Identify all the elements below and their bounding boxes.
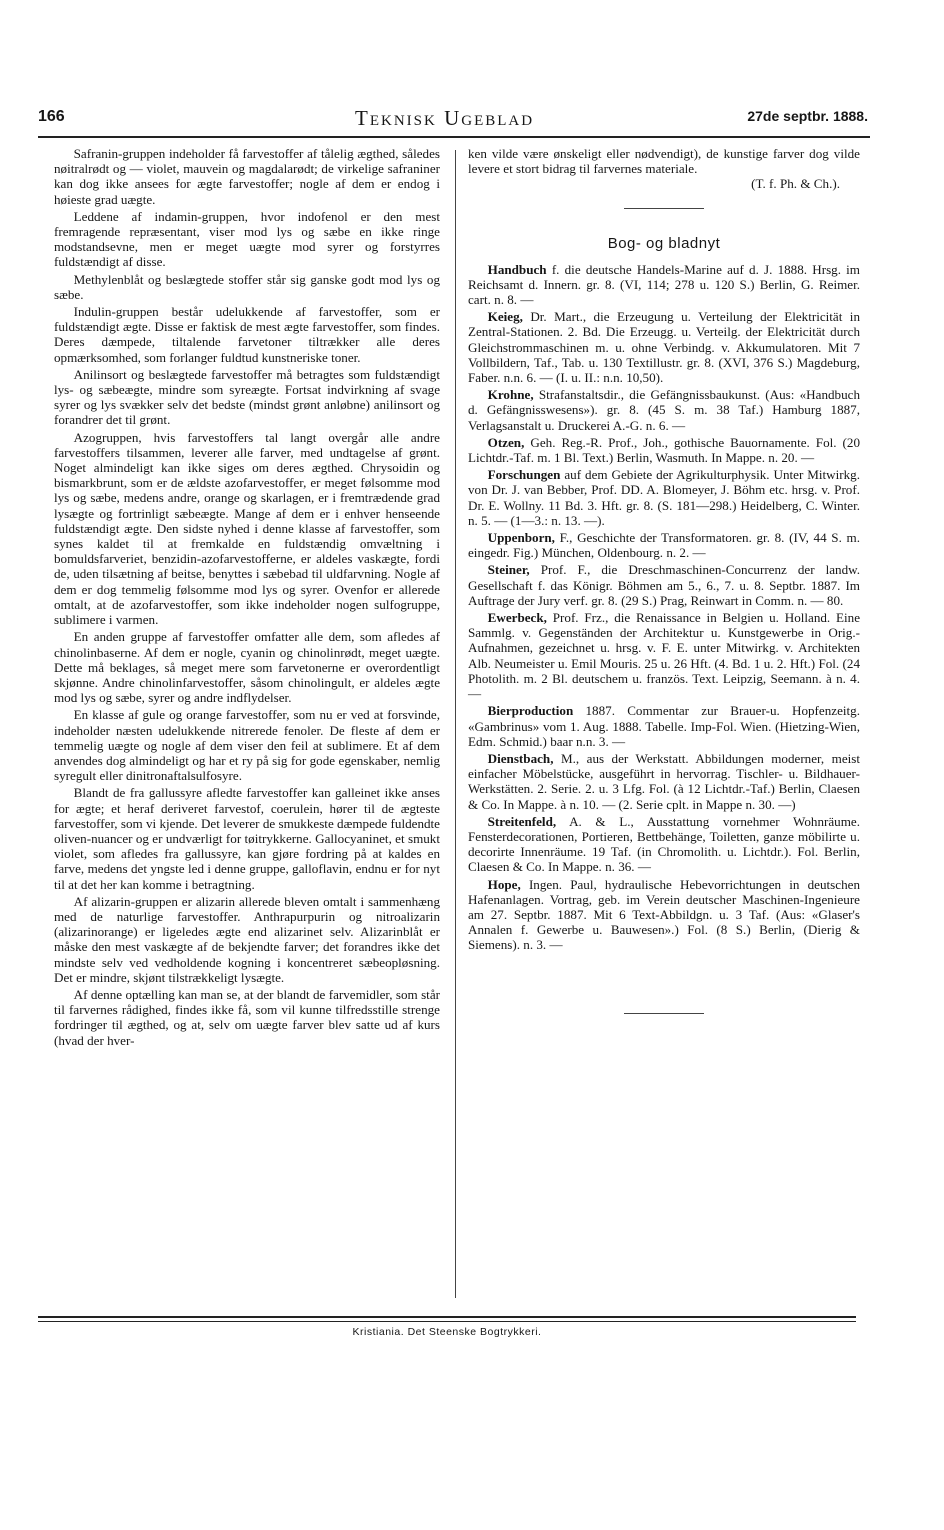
- article-paragraph: En anden gruppe af farvestoffer omfatter alle dem, som afledes af chinolinbaserne. Af dem er nogle, cyanin og chinolinrødt, meget uægte. Dette må beklages, så meget mere som farvetonerne er overordentligt skjønne. Andre chinolinfarvestoffer, såsom chinolingult, er aldeles ægte mod lys og sæbe, syrer og andre indflydelser.: [54, 629, 440, 706]
- book-entry: [468, 703, 860, 749]
- entry-name: Hope,: [487, 876, 521, 892]
- publication-title: Teknisk Ugeblad: [355, 106, 535, 130]
- entry-name: Forschungen: [487, 467, 561, 483]
- article-paragraph: Af denne optælling kan man se, at der blandt de farvemidler, som står til farvernes rådighed, findes ikke få, som vil kunne tilfredsstille strenge fordringer til ægthed, og at, selv om uægte farver blev satte ud af kurs (hvad der hver-: [54, 986, 440, 1048]
- printer-imprint: Kristiania. Det Steenske Bogtrykkeri.: [352, 1326, 542, 1338]
- entry-text: Strafanstaltsdir., die Gefängnissbaukunst. (Aus: «Handbuch d. Gefängnisswesens»). gr. 8. (45 S. m. 38 Taf.) Hamburg 1887, Verlagsanstalt u. Druckerei A.-G. n. 6. —: [468, 387, 860, 433]
- book-entry: [468, 467, 860, 528]
- entry-text: 1887. Commentar zur Brauer-u. Hopfenzeitg. «Gambrinus» vom 1. Aug. 1888. Tabelle. Imp-Fol. Wien. (Hietzing-Wien, Edm. Schmid.) baar n.n. 3. —: [468, 703, 860, 749]
- book-entry: [468, 814, 860, 875]
- entry-text: Ingen. Paul, hydraulische Hebevorrichtungen in deutschen Hafenanlagen. Vortrag, geb. im Verein deutscher Maschinen-Ingenieure am 27. Septbr. 1887. Mit 6 Text-Abbildgn. u. 3 Taf. (Aus: «Glaser's Annalen f. Gewerbe u. Bauwesen».) Fol. (8 S.) Berlin, (Dierig & Siemens). n. 3. —: [468, 876, 860, 953]
- article-paragraph: Anilinsort og beslægtede farvestoffer må betragtes som fuldstændigt lys- og sæbeægte, mindre som syreægte. Fortsat indvirkning af svage syrer og lys svækker selv det bedste (mindst grønt anløbne) anilinsort og forandrer det til grønt.: [54, 366, 440, 428]
- section-title: Bog- og bladnyt: [607, 234, 721, 252]
- article-paragraph: Safranin-gruppen indeholder få farvestoffer af tålelig ægthed, således nøitralrødt og — violet, mauvein og magdalarødt; de virkelige safraniner kan dog ikke ansees for ægte farvestoffer; nogle af dem er endog i høieste grad uægte.: [54, 146, 440, 207]
- footer-rule: [38, 1316, 856, 1318]
- book-entry: [468, 387, 860, 433]
- entry-name: Uppenborn,: [487, 530, 555, 546]
- book-entry: [468, 562, 860, 608]
- article-paragraph: Azogruppen, hvis farvestoffers tal langt overgår alle andre farvestoffers tilsammen, leverer alle farver, med undtagelse af grønt. Noget almindeligt kan ikke siges om deres ægthed. Chrysoidin og bismarkbrunt, som er de ældste azofarvestoffer, er meget følsomme mod lys og sæbe, medens andre, orange og skarlagen, er i fremtrædende grad lysægte og fortrinligt sæbeægte. Mange af dem er i enhver henseende fuldstændigt ægte. Den sidste nyhed i denne klasse af farvestoffer, som synes kaldet til at fremkalde en fuldstændig omvæltning i bomuldsfarveriet, benzidin-azofarvestofferne, er aldeles vaskægte, fordi de, uden tilsætning af beitse, benyttes i sæbebad til uldfarvning. Nogle af dem er dog temmelig følsomme mod lys og syrer. Ovenfor er allerede omtalt, at de azofarvestoffer, som ikke indeholder nogen sulfogruppe, sublimere i varmen.: [54, 429, 440, 628]
- continuation-paragraph: ken vilde være ønskeligt eller nødvendigt), de kunstige farver dog vilde levere et stort bidrag til farvernes materiale.: [468, 146, 860, 177]
- entry-name: Ewerbeck,: [487, 610, 547, 626]
- article-paragraph: Af alizarin-gruppen er alizarin allerede bleven omtalt i sammenhæng med de naturlige farvestoffer. Anthrapurpurin og nitroalizarin (alizarinorange) er ligeledes ægte end alizarinet selv. Alizarinblåt er måske den mest vaskægte af de bekjendte farver; det forandres ikke det mindste selv ved vedholdende kogning i koncentreret sæbeopløsning. Det er mindre, skjønt tilstrækkeligt lysægte.: [54, 893, 440, 985]
- entry-name: Krohne,: [487, 387, 534, 403]
- page-number: 166: [38, 108, 65, 125]
- footer-rule-thin: [38, 1321, 856, 1322]
- article-paragraph: Leddene af indamin-gruppen, hvor indofenol er den mest fremragende repræsentant, viser mod lys og sæbe en ikke ringe modstandsevne, men er meget uægte mod syrer og forstyrres fuldstændigt af disse.: [54, 208, 440, 270]
- book-entry: [468, 435, 860, 465]
- issue-date: 27de septbr. 1888.: [747, 108, 868, 124]
- header-rule: [38, 136, 870, 138]
- entry-text: f. die deutsche Handels-Marine auf d. J. 1888. Hrsg. im Reichsamt d. Innern. gr. 8. (VI, 114; 278 u. 120 S.) Berlin, G. Reimer. cart. n. 8. —: [468, 261, 860, 308]
- entry-text: A. & L., Ausstattung vornehmer Wohnräume. Fensterdecorationen, Portieren, Bettbehänge, Toiletten, ganze möbilirte u. decorirte Innenräume. 19 Taf. (in Chromolith. u. Lichtdr.). Fol. Berlin, Claesen & Co. In Mappe. n. 36. —: [468, 813, 860, 875]
- entry-name: Dienstbach,: [487, 750, 554, 766]
- entry-name: Streitenfeld,: [487, 813, 557, 829]
- book-entry: [468, 530, 860, 560]
- entry-text: Geh. Reg.-R. Prof., Joh., gothische Bauornamente. Fol. (20 Lichtdr.-Taf. m. 1 Bl. Text.) Berlin, Wasmuth. In Mappe. n. 20. —: [468, 434, 860, 466]
- entry-text: M., aus der Werkstatt. Abbildungen moderner, meist einfacher Möbelstücke, ausgeführt in hervorrag. Tischler- u. Bildhauer-Werkstätten. 2. Serie. 2. u. 3 Lfg. Fol. (à 12 Lichtdr.-Taf.) Berlin, Claesen & Co. In Mappe. à n. 10. — (2. Serie cplt. in Mappe n. 30. —): [468, 750, 860, 812]
- book-entry: [468, 877, 860, 953]
- section-divider: [624, 208, 704, 209]
- article-paragraph: Blandt de fra gallussyre afledte farvestoffer kan galleinet ikke anses for ægte; et heraf deriveret farvestof, coerulein, hører til de ægteste farvestoffer, som vi kjende. Det leverer de smukkeste dæmpede fuldendte oliven-nuancer og er undværligt for tøitrykkerne. Gallocyaninet, et smukt violet, som afledes fra gallussyre, kan gjøre fordring på at kaldes en farve, medens det yngste led i denne gruppe, galloflavin, endnu er for nyt til at det her kan komme i betragtning.: [54, 785, 440, 892]
- article-paragraph: Indulin-gruppen består udelukkende af farvestoffer, som er fuldstændigt ægte. Disse er faktisk de mest ægte farvestoffer, som findes. Deres dæmpede, tiltalende farvetoner tiltrækker alle deres opmærksomhed, som forlanger fuldtud kunstneriske toner.: [54, 304, 440, 365]
- entry-text: Prof. F., die Dreschmaschinen-Concurrenz der landw. Gesellschaft f. das Königr. Böhmen am 5., 6., 7. u. 8. Septbr. 1887. Im Auftrage der Jury verf. gr. 8. (29 S.) Prag, Reinwart in Comm. n. — 80.: [468, 562, 860, 608]
- article-paragraph: En klasse af gule og orange farvestoffer, som nu er ved at forsvinde, indeholder næsten udelukkende nitrerede fenoler. De fleste af dem er temmelig uægte og nogle af dem viser den feil at sublimere. Et af dem anvendes dog almindeligt og har et ry på sig for gode egenskaber, nemlig syregult eller dinitronaftalsulfosyre.: [54, 707, 440, 784]
- entry-name: Bierproduction: [487, 703, 574, 719]
- entry-text: F., Geschichte der Transformatoren. gr. 8. (IV, 44 S. m. eingedr. Fig.) München, Oldenbourg. n. 2. —: [468, 530, 860, 561]
- right-column: [468, 146, 860, 1030]
- book-entry: [468, 610, 860, 701]
- book-list: [468, 262, 860, 953]
- left-column: [54, 146, 440, 1048]
- entry-name: Keieg,: [487, 309, 523, 325]
- article-paragraph: Methylenblåt og beslægtede stoffer står sig ganske godt mod lys og sæbe.: [54, 271, 440, 302]
- entry-text: auf dem Gebiete der Agrikulturphysik. Unter Mitwirkg. von Dr. J. van Bebber, Prof. DD. A. Blomeyer, J. Böhm etc. hrsg. v. Prof. Dr. E. Wollny. 11 Bd. 3. Hft. gr. 8. (S. 181—298.) Heidelberg, C. Winter. n. 5. — (1—3.: n. 13. —).: [468, 467, 860, 528]
- book-entry: [468, 309, 860, 385]
- entry-text: Prof. Frz., die Renaissance in Belgien u. Holland. Eine Sammlg. v. Gegenständen der Architektur u. Kunstgewerbe in Orig.-Aufnahmen, gezeichnet u. hrsg. v. F. E. unter Mitwirkg. v. Architekten Alb. Neumeister u. Emil Mouris. 25 u. 26 Hft. (4. Bd. 1 u. 2. Hft.) Fol. (24 Photolith. m. 2 Bl. deutschem u. französ. Text. Leipzig, Seemann. à n. 4. —: [468, 610, 861, 702]
- book-entry: [468, 751, 860, 812]
- entry-name: Otzen,: [487, 434, 525, 450]
- column-divider: [455, 150, 456, 1298]
- entry-name: Handbuch: [487, 261, 547, 277]
- entry-name: Steiner,: [487, 562, 530, 578]
- book-entry: [468, 262, 860, 308]
- entry-text: Dr. Mart., die Erzeugung u. Verteilung der Elektricität in Zentral-Stationen. 2. Bd. Die Erzeugg. u. Verteilg. der Elektricität durch Gleichstrommaschinen m. u. ohne Verbindg. v. Akkumulatoren. Mit 7 Vollbildern, Taf., Tab. u. 130 Textillustr. gr. 8. (XVI, 376 S.) Magdeburg, Faber. n.n. 6. — (I. u. II.: n.n. 10,50).: [468, 309, 860, 386]
- end-divider: [624, 1013, 704, 1014]
- source-signature: (T. f. Ph. & Ch.).: [751, 176, 840, 192]
